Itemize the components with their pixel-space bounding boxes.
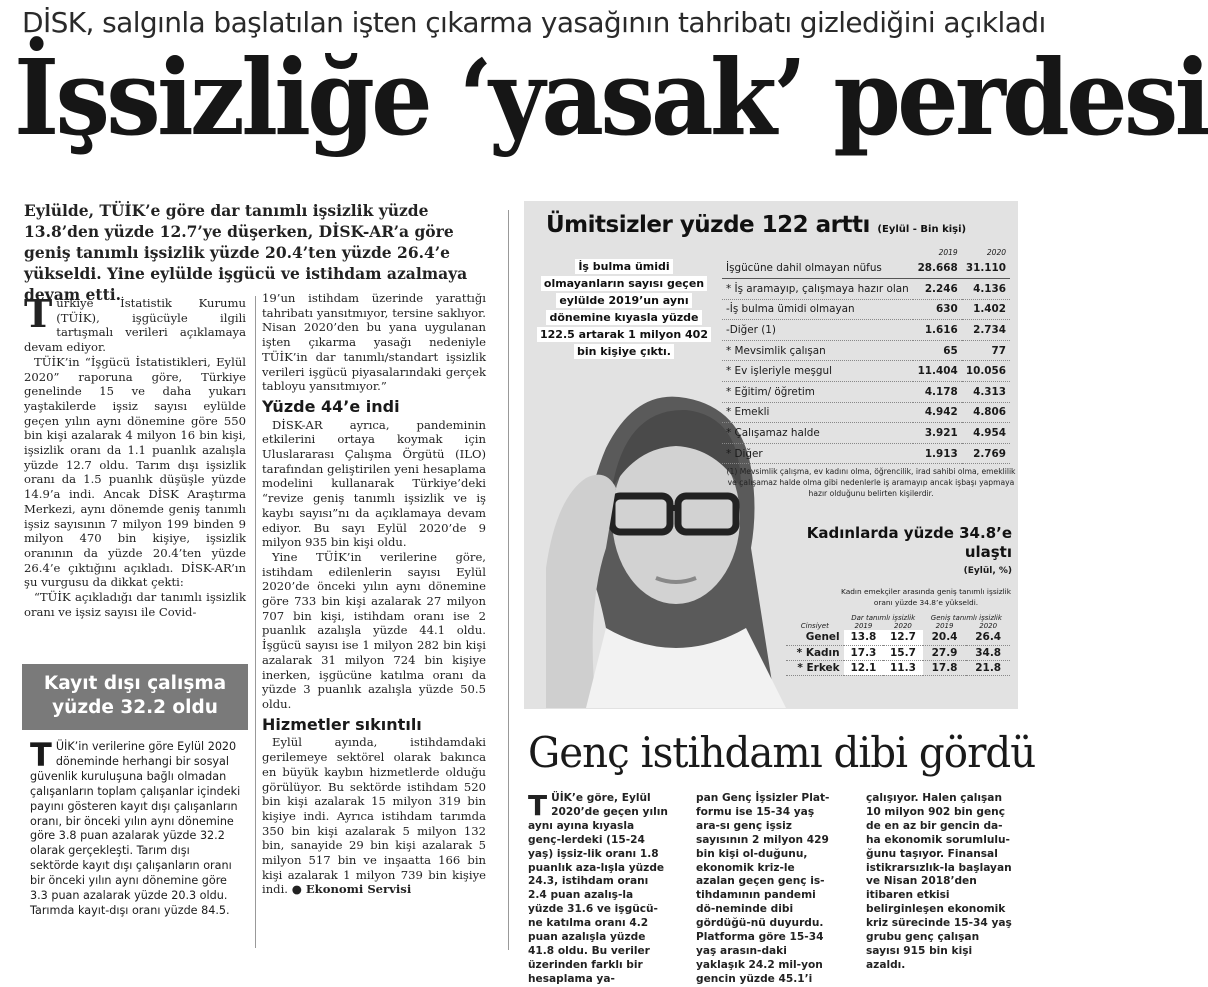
table-row: -Diğer (1) 1.616 2.734	[722, 320, 1010, 341]
article-column-1	[24, 291, 246, 619]
year-header: 2019	[935, 622, 954, 630]
box-title: Kayıt dışı çalışma yüzde 32.2 oldu	[22, 664, 248, 730]
drop-cap: T	[24, 291, 53, 336]
table-row: * Eğitim/ öğretim 4.178 4.313	[722, 382, 1010, 403]
infographic-highlight: İş bulma ümidi olmayanların sayısı geçen eylülde 2019’un aynı dönemine kıyasla yüzde 122.5 artarak 1 milyon 402 bin kişiye çıktı.	[536, 258, 712, 360]
drop-cap: T	[528, 789, 548, 822]
column-divider	[508, 210, 509, 950]
women-section-unit: (Eylül, %)	[963, 566, 1012, 576]
paragraph: “TÜİK açıkladığı dar tanımlı işsizlik oranı ve işsiz sayısı ile Covid-	[24, 590, 246, 619]
year-header: 2020	[986, 248, 1006, 257]
women-section-note: Kadın emekçiler arasında geniş tanımlı işsizlik oranı yüzde 34.8’e yükseldi.	[840, 587, 1012, 607]
byline: ● Ekonomi Servisi	[291, 882, 412, 897]
year-header: 2020	[894, 622, 912, 630]
box-text: TÜİK’in verilerine göre Eylül 2020 döneminde herhangi bir sosyal güvenlik kuruluşuna bağlı olmadan çalışanların toplam çalışanlar içindeki payını gösteren kayıt dışı çalışanların oranı, bir önceki yılın aynı dönemine göre 3.8 puan azalarak yüzde 32.2 olarak gerçekleşti. Tarım dışı sektörde kayıt dışı çalışanların oranı bir önceki yılın aynı dönemine göre 3.3 puan azalarak yüzde 20.3 oldu. Tarımda kayıt-dışı oranı yüzde 84.5.	[30, 736, 241, 917]
table-row: * İş aramayıp, çalışmaya hazır olan 2.246 4.136	[722, 279, 1010, 300]
women-section-title: Kadınlarda yüzde 34.8’e ulaştı	[806, 524, 1012, 561]
headline: İşsizliğe ‘yasak’ perdesi	[14, 36, 1208, 159]
table-row: * Mevsimlik çalışan 65 77	[722, 340, 1010, 361]
infographic-unit: (Eylül - Bin kişi)	[877, 224, 967, 235]
table-row: İşgücüne dahil olmayan nüfus 28.668 31.110	[722, 258, 1010, 279]
table-row: * Emekli 4.942 4.806	[722, 402, 1010, 423]
group-header: Geniş tanımlı işsizlik	[930, 614, 1002, 622]
subheading: Hizmetler sıkıntılı	[262, 714, 422, 734]
paragraph: TÜİK’in “İşgücü İstatistikleri, Eylül 2020” raporuna göre, Türkiye genelinde 15 ve daha yukarı yaştakilerde işsiz sayısı eylülde geçen yılın aynı dönemine göre 550 bin kişi azalarak 4 milyon 16 bin kişi, işsizlik oranı da 1.1 puanlık azalışla yüzde 12.7 oldu. Tarım dışı işsizlik oranı da 1.5 puanlık düşüşle yüzde 14.9’a indi. Ancak DİSK Araştırma Merkezi, aynı dönemde geniş tanımlı işsiz sayısının 7 milyon 199 binden 9 milyon 470 bin kişiye, işsizlik oranının da yüzde 20.4’ten yüzde 26.4’e çıktığını açıkladı. DİSK-AR’ın şu vurgusu da dikkat çekti:	[24, 354, 246, 590]
overline: DİSK, salgınla başlatılan işten çıkarma yasağının tahribatı gizlediğini açıkladı	[22, 6, 1046, 39]
discouraged-workers-table	[722, 248, 1010, 464]
table-row: * Çalışamaz halde 3.921 4.954	[722, 423, 1010, 444]
group-header: Dar tanımlı işsizlik	[851, 614, 916, 622]
table-row: * Diğer 1.913 2.769	[722, 443, 1010, 464]
unemployment-by-gender-table	[786, 614, 1010, 676]
table-row: * Kadın 17.3 15.7 27.9 34.8	[786, 645, 1010, 660]
table-footnote: (1) Mevsimlik çalışma, ev kadını olma, öğrencilik, irad sahibi olma, emeklilik ve çalışamaz halde olma gibi nedenlerle iş aramayıp ancak işbaşı yapmaya hazır olduğunu belirten kişilerdir.	[726, 467, 1016, 498]
table-row: -İş bulma ümidi olmayan 630 1.402	[722, 299, 1010, 320]
paragraph: Türkiye İstatistik Kurumu (TÜİK), işgücüyle ilgili tartışmalı verileri açıklamaya devam ediyor.	[24, 291, 246, 355]
article-column-2	[262, 291, 486, 897]
drop-cap: T	[30, 736, 52, 774]
paragraph: DİSK-AR ayrıca, pandeminin etkilerini ortaya koymak için Uluslararası Çalışma Örgütü (ILO) tarafından geliştirilen yeni hesaplama modelini kullanarak Türkiye’deki “revize geniş tanımlı işsizlik ve iş kaybı sayısı”nı da açıklamaya devam ediyor. Bu sayı Eylül 2020’de 9 milyon 935 bin kişi oldu.	[262, 417, 486, 550]
youth-article-column-3: çalışıyor. Halen çalışan 10 milyon 902 bin genç de en az bir gencin da-ha ekonomik sorumlulu-ğunu taşıyor. Finansal istikrarsızlık-la başlayan ve Nisan 2018’den itibaren etkisi belirginleşen ekonomik kriz sürecinde 15-34 yaş grubu genç çalışan sayısı 915 bin kişi azaldı.	[866, 792, 1012, 971]
column-divider	[255, 296, 256, 948]
year-header: 2019	[854, 622, 873, 630]
subheading: Yüzde 44’e indi	[262, 396, 400, 416]
lead-paragraph: Eylülde, TÜİK’e göre dar tanımlı işsizlik yüzde 13.8’den yüzde 12.7’ye düşerken, DİSK-AR’a göre geniş tanımlı işsizlik yüzde 20.4’ten yüzde 26.4’e yükseldi. Yine eylülde işgücü ve istihdam azalmaya devam etti.	[24, 201, 468, 304]
youth-article-title: Genç istihdamı dibi gördü	[528, 728, 1036, 777]
paragraph: Yine TÜİK’in verilerine göre, istihdam edilenlerin sayısı Eylül 2020’de önceki yılın aynı dönemine göre 733 bin kişi azalarak 27 milyon 707 bin kişi, istihdam oranı ise 2 puanlık azalışla yüzde 44.1 oldu. İşgücü sayısı ise 1 milyon 282 bin kişi azalarak 31 milyon 724 bin kişiye inerken, işgücüne katılma oranı da yüzde 3 puanlık azalışla yüzde 50.5 oldu.	[262, 549, 486, 711]
year-header: 2020	[979, 622, 998, 630]
paragraph: 19’un istihdam üzerinde yarattığı tahribatı yansıtmıyor, tersine saklıyor. Nisan 2020’den bu yana uygulanan işten çıkarma yasağı nedeniyle TÜİK’in dar tanımlı/standart işsizlik verileri işgücü piyasalarındaki gerçek tabloyu yansıtmıyor.”	[262, 291, 486, 394]
table-row: Genel 13.8 12.7 20.4 26.4	[786, 630, 1010, 645]
paragraph: Eylül ayında, istihdamdaki gerilemeye sektörel olarak bakınca en büyük kaybın hizmetlerde olduğu görülüyor. Bu sektörde istihdam 520 bin kişi azalarak 15 milyon 319 bin kişiye indi. Ayrıca istihdam tarımda 350 bin kişi azalarak 5 milyon 132 bin, sanayide 29 bin kişi azalarak 5 milyon 517 bin ve inşaatta 166 bin kişi azalarak 1 milyon 739 bin kişiye indi. ● Ekonomi Servisi	[262, 735, 486, 897]
table-row: * Ev işleriyle meşgul 11.404 10.056	[722, 361, 1010, 382]
table-row: * Erkek 12.1 11.3 17.8 21.8	[786, 660, 1010, 675]
youth-article-column-1: TÜİK’e göre, Eylül 2020’de geçen yılın aynı ayına kıyasla genç-lerdeki (15-24 yaş) işsiz-lik oranı 1.8 puanlık aza-lışla yüzde 24.3, istihdam oranı 2.4 puan azalış-la yüzde 31.6 ve işgücü-ne katılma oranı 4.2 puan azalışla yüzde 41.8 oldu. Bu veriler üzerinden farklı bir hesaplama ya-	[528, 789, 668, 985]
youth-article-column-2: pan Genç İşsizler Plat-formu ise 15-34 yaş ara-sı genç işsiz sayısının 2 milyon 429 bin kişi ol-duğunu, ekonomik kriz-le azalan geçen genç is-tihdamının pandemi dö-neminde dibi gördüğü-nü duyurdu. Platforma göre 15-34 yaş arasın-daki yaklaşık 24.2 mil-yon gencin yüzde 45.1’i	[696, 792, 830, 985]
column-header: Cinsiyet	[800, 622, 829, 630]
infographic-title: Ümitsizler yüzde 122 arttı (Eylül - Bin kişi)	[546, 212, 967, 238]
year-header: 2019	[938, 248, 958, 257]
